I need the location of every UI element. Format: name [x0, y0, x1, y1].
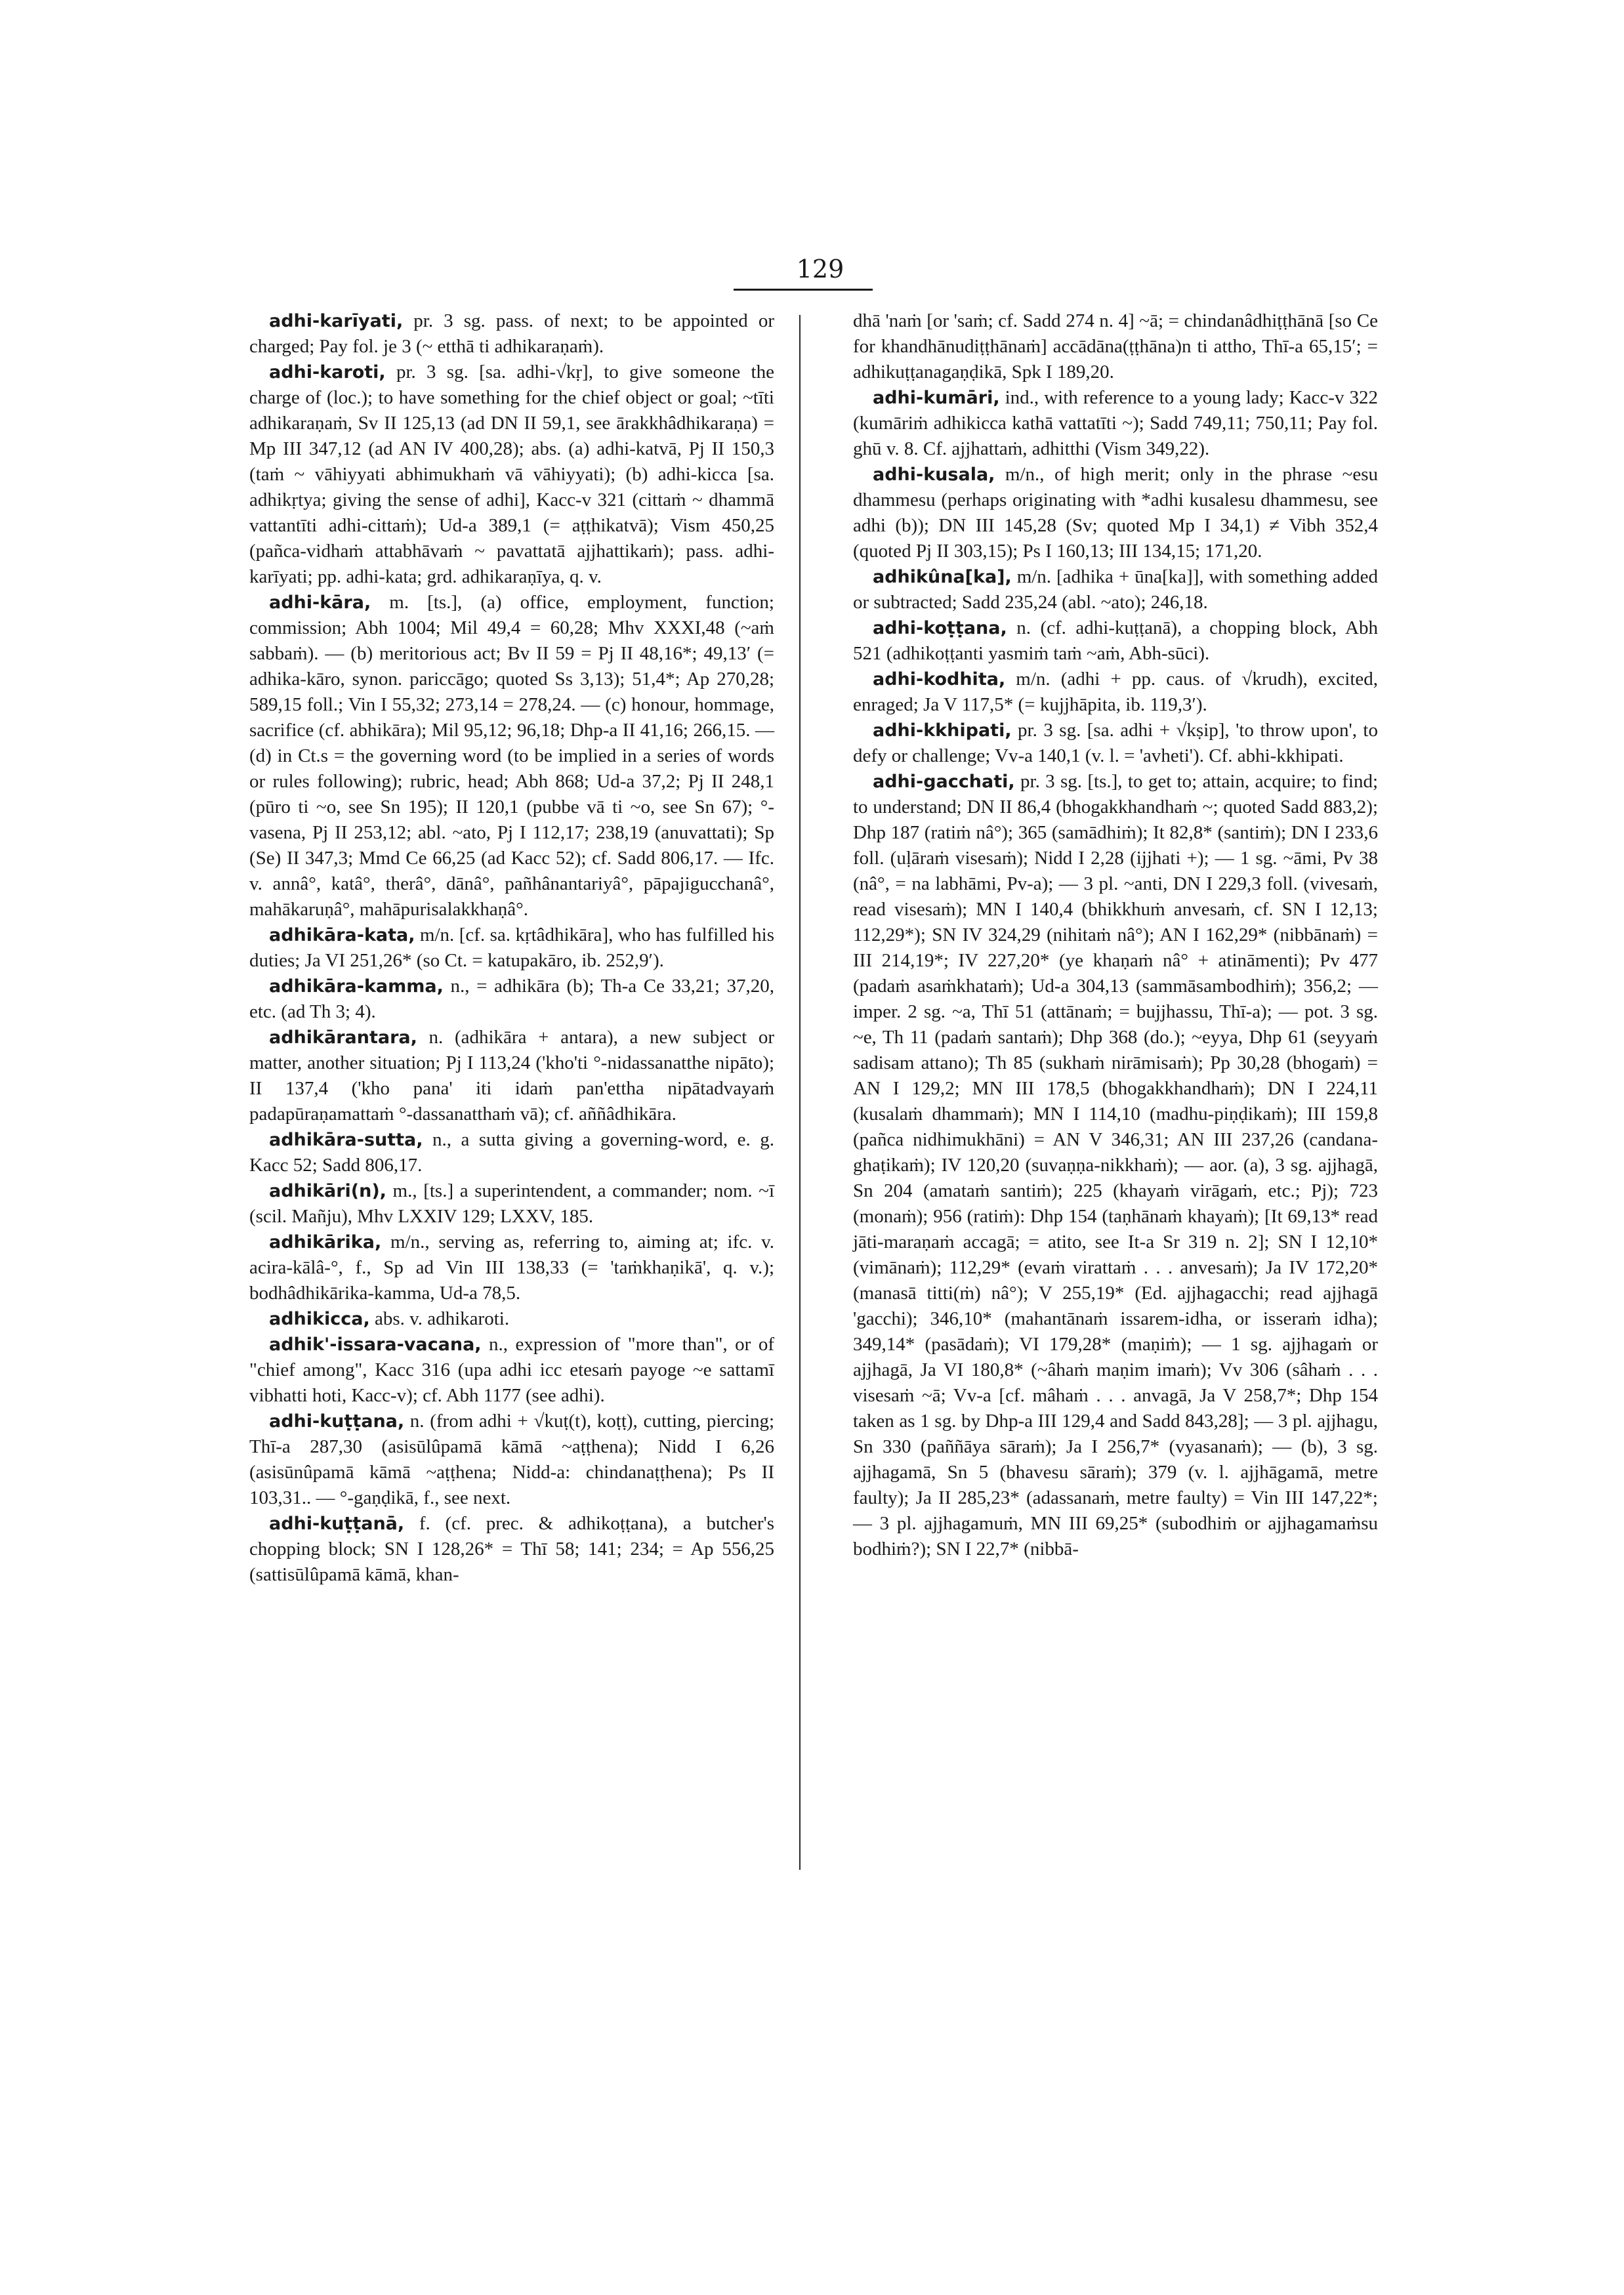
entry-body: pr. 3 sg. pass. of next; to be appointed or charged; Pay fol. je 3 (~ etthā ti adhikaraṇaṁ). [249, 310, 774, 357]
entry-headword: adhikāri(n), [269, 1181, 386, 1201]
dictionary-entry [853, 718, 1378, 769]
entry-body: dhā 'naṁ [or 'saṁ; cf. Sadd 274 n. 4] ~ā; = chindanâdhiṭṭhānā [so Ce for khandhānudiṭṭhānaṁ] accādāna(ṭṭhāna)n ti attho, Thī-a 65,15′; = adhikuṭṭanagaṇḍikā, Spk I 189,20. [853, 310, 1378, 382]
entry-headword: adhik'-issara-vacana, [269, 1334, 482, 1355]
entry-headword: adhi-kāra, [269, 592, 371, 613]
entry-body: m/n. [cf. sa. kṛtâdhikāra], who has fulfilled his duties; Ja VI 251,26* (so Ct. = katupakāro, ib. 252,9′). [249, 924, 774, 971]
entry-body: n. (from adhi + √kuṭ(t), koṭṭ), cutting, piercing; Thī-a 287,30 (asisūlûpamā kāmā ~aṭṭhena); Nidd I 6,26 (asisūnûpamā kāmā ~aṭṭhena; Nidd-a: chindanaṭṭhena); Ps II 103,31.. — °-gaṇḍikā, f., see next. [249, 1411, 774, 1508]
entry-body: m/n. (adhi + pp. caus. of √krudh), excited, enraged; Ja V 117,5* (= kujjhāpita, ib. 119,3′). [853, 669, 1378, 715]
page-number-rule [734, 289, 873, 291]
entry-headword: adhikārika, [269, 1232, 382, 1252]
dictionary-entry [249, 1025, 774, 1127]
entry-body: m/n. [adhika + ūna[ka]], with something added or subtracted; Sadd 235,24 (abl. ~ato); 246,18. [853, 566, 1378, 613]
dictionary-entry [249, 308, 774, 360]
entry-body: n., = adhikāra (b); Th-a Ce 33,21; 37,20, etc. (ad Th 3; 4). [249, 976, 774, 1022]
dictionary-entry [853, 769, 1378, 1562]
page-number: 129 [796, 255, 844, 283]
entry-headword: adhikûna[ka], [873, 567, 1012, 587]
dictionary-entry [853, 385, 1378, 462]
entry-headword: adhi-karīyati, [269, 311, 404, 331]
dictionary-entry [249, 1511, 774, 1588]
dictionary-entry [249, 922, 774, 974]
dictionary-entry [249, 1230, 774, 1306]
dictionary-entry [249, 974, 774, 1025]
dictionary-entry [853, 462, 1378, 564]
dictionary-entry [249, 590, 774, 922]
right-column [853, 308, 1378, 1562]
entry-body: m/n., serving as, referring to, aiming at; ifc. v. acira-kālâ-°, f., Sp ad Vin III 138,33 (= 'taṁkhaṇikā', q. v.); bodhâdhikārika-kamma, Ud-a 78,5. [249, 1231, 774, 1304]
left-column [249, 308, 774, 1588]
dictionary-entry [853, 615, 1378, 667]
entry-body: n., a sutta giving a governing-word, e. g. Kacc 52; Sadd 806,17. [249, 1129, 774, 1176]
entry-headword: adhikārantara, [269, 1027, 417, 1048]
entry-headword: adhikāra-sutta, [269, 1130, 423, 1150]
entry-body: n., expression of "more than", or of "chief among", Kacc 316 (upa adhi icc etesaṁ payoge ~e sattamī vibhatti hoti, Kacc-v); cf. Abh 1177 (see adhi). [249, 1334, 774, 1406]
entry-body: pr. 3 sg. [sa. adhi + √kṣip], 'to throw upon', to defy or challenge; Vv-a 140,1 (v. l. = 'avheti'). Cf. abhi-kkhipati. [853, 720, 1378, 766]
entry-body: n. (cf. adhi-kuṭṭanā), a chopping block, Abh 521 (adhikoṭṭanti yasmiṁ taṁ ~aṁ, Abh-sūci). [853, 617, 1378, 664]
dictionary-entry [853, 564, 1378, 615]
entry-headword: adhikāra-kamma, [269, 976, 444, 997]
entry-headword: adhi-koṭṭana, [873, 618, 1007, 638]
dictionary-entry [249, 1332, 774, 1409]
dictionary-entry [249, 1178, 774, 1230]
entry-body: m. [ts.], (a) office, employment, function; commission; Abh 1004; Mil 49,4 = 60,28; Mhv XXXI,48 (~aṁ sabbaṁ). — (b) meritorious act; Bv II 59 = Pj II 48,16*; 49,13′ (= adhika-kāro, synon. pariccāgo; quoted Ss 3,13); 51,4*; Ap 270,28; 589,15 foll.; Vin I 55,32; 273,14 = 278,24. — (c) honour, hommage, sacrifice (cf. abhikāra); Mil 95,12; 96,18; Dhp-a II 41,16; 266,15. — (d) in Ct.s = the governing word (to be implied in a series of words or rules following); rubric, head; Abh 868; Ud-a 37,2; Pj II 248,1 (pūro ti ~o, see Sn 195); II 120,1 (pubbe vā ti ~o, see Sn 67); °-vasena, Pj II 253,12; abl. ~ato, Pj I 112,17; 238,19 (anuvattati); Sp (Se) II 347,3; Mmd Ce 66,25 (ad Kacc 52); cf. Sadd 806,17. — Ifc. v. annâ°, katâ°, therâ°, dānâ°, pañhânantariyâ°, pāpajigucchanâ°, mahākaruṇâ°, mahāpurisalakkhaṇâ°. [249, 592, 774, 920]
entry-headword: adhikāra-kata, [269, 925, 415, 945]
dictionary-entry [249, 1127, 774, 1178]
entry-body: pr. 3 sg. [ts.], to get to; attain, acquire; to find; to understand; DN II 86,4 (bhogakkhandhaṁ ~; quoted Sadd 883,2); Dhp 187 (ratiṁ nâ°); 365 (samādhiṁ); It 82,8* (santiṁ); DN I 233,6 foll. (uḷāraṁ visesaṁ); Nidd I 2,28 (ijjhati +); — 1 sg. ~āmi, Pv 38 (nâ°, = na labhāmi, Pv-a); — 3 pl. ~anti, DN I 229,3 foll. (vivesaṁ, read visesaṁ); MN I 140,4 (bhikkhuṁ anvesaṁ, cf. SN I 12,13; 112,29*); SN IV 324,29 (nihitaṁ nâ°); AN I 162,29* (nibbānaṁ) = III 214,19*; IV 227,20* (ye khaṇaṁ nâ° + atināmenti); Pv 477 (padaṁ asaṁkhataṁ); Ud-a 304,13 (sammāsambodhiṁ); 356,2; — imper. 2 sg. ~a, Thī 51 (attānaṁ; = bujjhassu, Thī-a); — pot. 3 sg. ~e, Th 11 (padaṁ santaṁ); Dhp 368 (do.); ~eyya, Dhp 61 (seyyaṁ sadisam attano); Th 85 (sukhaṁ nirāmisaṁ); Pp 30,28 (bhogaṁ) = AN I 129,2; MN III 178,5 (bhogakkhandhaṁ); DN I 224,11 (kusalaṁ dhammaṁ); MN I 114,10 (madhu-piṇḍikaṁ); III 159,8 (pañca nidhimukhāni) = AN V 346,31; AN III 237,26 (candana-ghaṭikaṁ); IV 120,20 (suvaṇṇa-nikkhaṁ); — aor. (a), 3 sg. ajjhagā, Sn 204 (amataṁ santiṁ); 225 (khayaṁ virāgaṁ, etc.; Pj); 723 (monaṁ); 956 (ratiṁ): Dhp 154 (taṇhānaṁ khayaṁ); [It 69,13* read jāti-maraṇaṁ accagā; = atito, see It-a Sr 319 n. 2]; SN I 12,10* (vimānaṁ); 112,29* (evaṁ virattaṁ . . . anvesaṁ); Ja IV 172,20* (manasā titti(ṁ) nâ°); V 255,19* (Ed. ajjhagacchi; read ajjhagā 'gacchi); 346,10* (mahantānaṁ issarem-idha, or isseraṁ idha); 349,14* (pasādaṁ); VI 179,28* (maṇiṁ); — 1 sg. ajjhagaṁ or ajjhagā, Ja VI 180,8* (~âhaṁ maṇim imaṁ); Vv 306 (sâhaṁ . . . visesaṁ ~ā; Vv-a [cf. mâhaṁ . . . anvagā, Ja V 258,7*; Dhp 154 taken as 1 sg. by Dhp-a III 129,4 and Sadd 843,28]; — 3 pl. ajjhagu, Sn 330 (paññāya sāraṁ); Ja I 256,7* (vyasanaṁ); — (b), 3 sg. ajjhagamā, Sn 5 (bhavesu sāraṁ); 379 (v. l. ajjhāgamā, metre faulty); Ja II 285,23* (adassanaṁ, metre faulty) = Vin III 147,22*; — 3 pl. ajjhagamuṁ, MN III 69,25* (subodhiṁ or ajjhagamaṁsu bodhiṁ?); SN I 22,7* (nibbā- [853, 771, 1378, 1560]
entry-body: abs. v. adhikaroti. [369, 1308, 510, 1329]
dictionary-entry [249, 1306, 774, 1332]
entry-headword: adhi-kusala, [873, 465, 995, 485]
dictionary-entry [249, 360, 774, 590]
entry-headword: adhi-kumāri, [873, 388, 1000, 408]
entry-headword: adhi-karoti, [269, 362, 386, 382]
entry-body: n. (adhikāra + antara), a new subject or matter, another situation; Pj I 113,24 ('kho'ti °-nidassanatthe nipāto); II 137,4 ('kho pana' iti idaṁ pan'ettha nipātadvayaṁ padapūraṇamattaṁ °-dassanatthaṁ vā); cf. aññâdhikāra. [249, 1027, 774, 1125]
entry-body: f. (cf. prec. & adhikoṭṭana), a butcher's chopping block; SN I 128,26* = Thī 58; 141; 234; = Ap 556,25 (sattisūlûpamā kāmā, khan- [249, 1513, 774, 1585]
entry-headword: adhi-kuṭṭana, [269, 1411, 405, 1432]
entry-headword: adhikicca, [269, 1309, 370, 1329]
dictionary-entry [853, 308, 1378, 385]
column-divider [799, 315, 801, 1870]
entry-body: pr. 3 sg. [sa. adhi-√kṛ], to give someone the charge of (loc.); to have something for the chief object or goal; ~tīti adhikaraṇaṁ, Sv II 125,13 (ad DN II 59,1, see ārakkhâdhikaraṇa) = Mp III 347,12 (ad AN IV 400,28); abs. (a) adhi-katvā, Pj II 150,3 (taṁ ~ vāhiyyati abhimukhaṁ vā vāhiyyati); (b) adhi-kicca [sa. adhikṛtya; giving the sense of adhi], Kacc-v 321 (cittaṁ ~ dhammā vattantīti adhi-cittaṁ); Ud-a 389,1 (= aṭṭhikatvā); Vism 450,25 (pañca-vidhaṁ attabhāvaṁ ~ pavattatā ajjhattikaṁ); pass. adhi-karīyati; pp. adhi-kata; grd. adhikaraṇīya, q. v. [249, 362, 774, 587]
dictionary-entry [853, 667, 1378, 718]
entry-headword: adhi-kuṭṭanā, [269, 1514, 405, 1534]
entry-headword: adhi-kodhita, [873, 669, 1006, 690]
entry-body: ind., with reference to a young lady; Kacc-v 322 (kumāriṁ adhikicca kathā vattatīti ~); Sadd 749,11; 750,11; Pay fol. ghū v. 8. Cf. ajjhattaṁ, adhitthi (Vism 349,22). [853, 387, 1378, 459]
entry-headword: adhi-kkhipati, [873, 720, 1012, 741]
entry-body: m/n., of high merit; only in the phrase ~esu dhammesu (perhaps originating with *adhi kusalesu dhammesu, see adhi (b)); DN III 145,28 (Sv; quoted Mp I 34,1) ≠ Vibh 352,4 (quoted Pj II 303,15); Ps I 160,13; III 134,15; 171,20. [853, 464, 1378, 562]
dictionary-entry [249, 1409, 774, 1511]
entry-headword: adhi-gacchati, [873, 772, 1015, 792]
entry-body: m., [ts.] a superintendent, a commander; nom. ~ī (scil. Mañju), Mhv LXXIV 129; LXXV, 185. [249, 1180, 774, 1227]
